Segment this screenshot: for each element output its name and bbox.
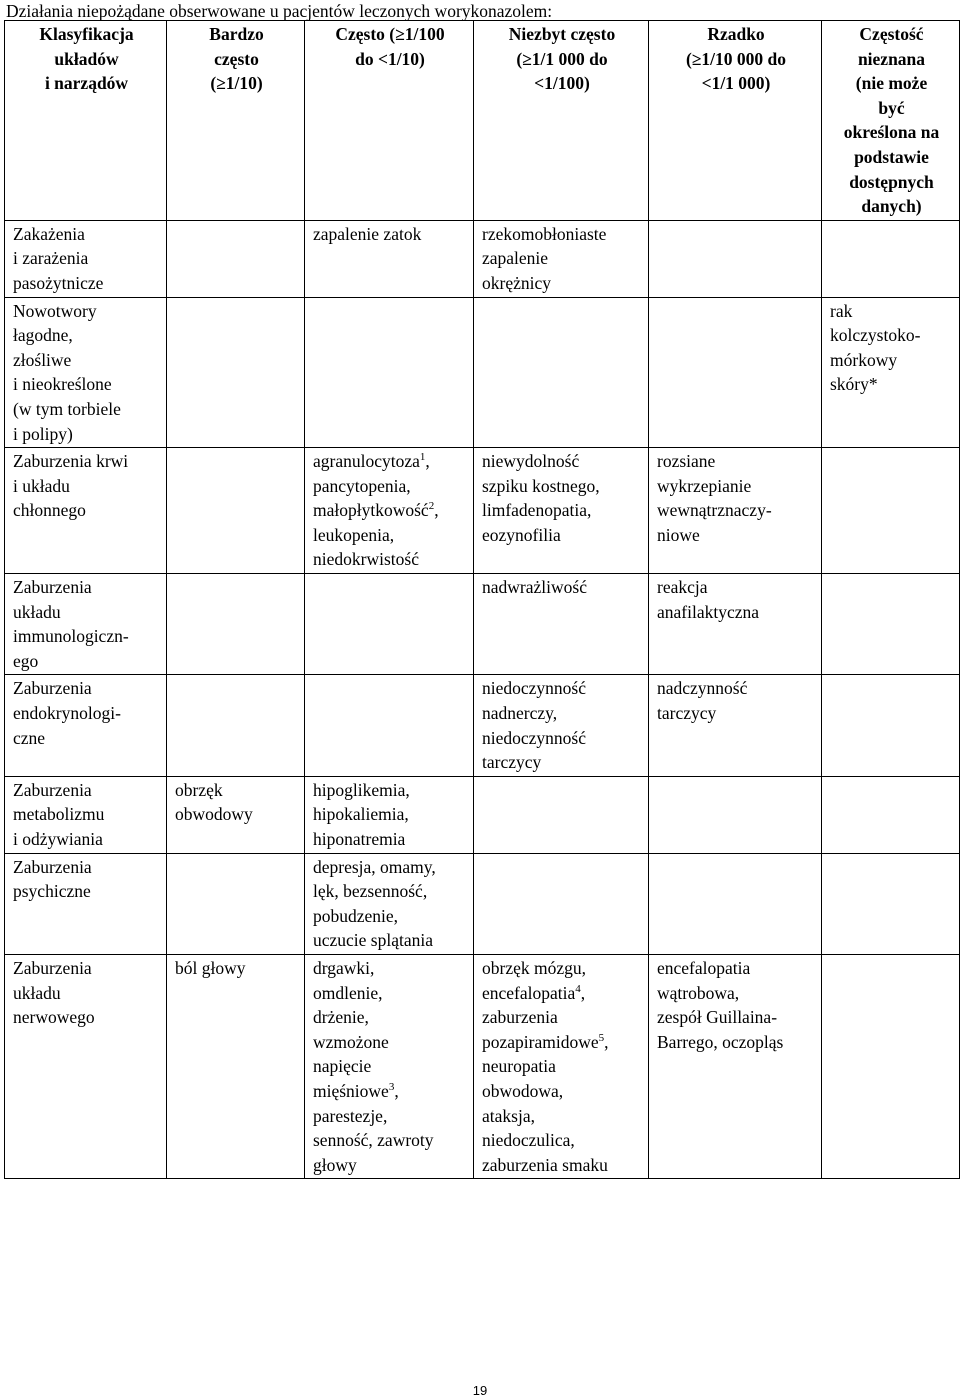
cell-text: Zaburzenia <box>13 678 92 699</box>
cell-line <box>313 827 467 852</box>
cell-common <box>305 574 474 675</box>
cell-text: Zaburzenia <box>13 577 92 598</box>
cell-line <box>175 956 298 981</box>
cell-rare <box>649 853 822 954</box>
cell-text: hipokaliemia, <box>313 804 409 825</box>
cell-rare <box>649 574 822 675</box>
cell-line <box>313 904 467 929</box>
footnote-ref: 3 <box>388 1081 395 1094</box>
cell-text: drżenie, <box>313 1007 369 1028</box>
system-organ-class-cell <box>5 776 167 853</box>
cell-line <box>657 449 815 474</box>
cell-text: Nowotwory <box>13 300 97 321</box>
cell-common <box>305 853 474 954</box>
table-row <box>5 448 960 574</box>
header-classification: Klasyfikacja układów i narządów <box>5 21 167 221</box>
cell-line <box>482 575 642 600</box>
cell-unknown-frequency <box>822 574 960 675</box>
cell-text: łagodne, <box>13 325 73 346</box>
cell-text: Barrego, oczopląs <box>657 1031 784 1052</box>
footnote-ref: 1 <box>419 451 426 464</box>
cell-text: szpiku kostnego, <box>482 475 600 496</box>
cell-text-suffix: , <box>394 1080 399 1101</box>
cell-rare <box>649 675 822 776</box>
cell-text: mięśniowe <box>313 1080 389 1101</box>
cell-text: encefalopatia <box>657 957 751 978</box>
cell-line <box>657 676 815 701</box>
cell-text: nerwowego <box>13 1007 95 1028</box>
cell-text: (w tym torbiele <box>13 398 121 419</box>
cell-text-suffix: , <box>425 451 430 472</box>
table-row <box>5 297 960 448</box>
header-very-common: Bardzo często (≥1/10) <box>167 21 305 221</box>
cell-line <box>313 928 467 953</box>
cell-common <box>305 297 474 448</box>
cell-line <box>482 1030 642 1055</box>
header-unknown-frequency: Częstość nieznana (nie może być określona na podstawie dostępnych danych) <box>822 21 960 221</box>
cell-text: uczucie splątania <box>313 930 434 951</box>
cell-line <box>482 1079 642 1104</box>
cell-very-common <box>167 220 305 297</box>
cell-line <box>313 1128 467 1153</box>
cell-line <box>313 855 467 880</box>
cell-rare <box>649 297 822 448</box>
cell-rare <box>649 776 822 853</box>
cell-text: chłonnego <box>13 500 86 521</box>
cell-text: ataksja, <box>482 1105 535 1126</box>
cell-line <box>482 981 642 1006</box>
cell-line <box>482 523 642 548</box>
system-organ-class-cell <box>5 954 167 1178</box>
cell-text: układu <box>13 982 61 1003</box>
cell-line <box>175 778 298 803</box>
cell-text: hipoglikemia, <box>313 779 410 800</box>
system-organ-class-cell <box>5 675 167 776</box>
cell-text: wzmożone <box>313 1031 389 1052</box>
cell-common <box>305 954 474 1178</box>
cell-unknown-frequency <box>822 776 960 853</box>
cell-text: czne <box>13 727 46 748</box>
cell-line <box>313 1005 467 1030</box>
cell-text: eozynofilia <box>482 524 561 545</box>
adverse-effects-table <box>4 20 960 1179</box>
cell-text: agranulocytoza <box>313 451 420 472</box>
cell-text: rak <box>830 300 853 321</box>
cell-line <box>175 802 298 827</box>
cell-text: senność, zawroty <box>313 1130 434 1151</box>
cell-unknown-frequency <box>822 954 960 1178</box>
cell-line <box>657 600 815 625</box>
cell-rare <box>649 954 822 1178</box>
cell-text: obwodowa, <box>482 1080 564 1101</box>
cell-line <box>313 1054 467 1079</box>
cell-text: obrzęk <box>175 779 223 800</box>
footnote-ref: 5 <box>598 1031 605 1044</box>
cell-text: nadnerczy, <box>482 703 558 724</box>
cell-text: okrężnicy <box>482 272 551 293</box>
cell-line <box>657 1030 815 1055</box>
cell-text: i układu <box>13 475 70 496</box>
cell-line <box>830 299 953 324</box>
cell-text: parestezje, <box>313 1105 388 1126</box>
table-row <box>5 675 960 776</box>
cell-text: leukopenia, <box>313 524 395 545</box>
cell-text: tarczycy <box>657 703 717 724</box>
cell-line <box>482 750 642 775</box>
cell-line <box>313 802 467 827</box>
cell-uncommon <box>474 448 649 574</box>
cell-line <box>482 701 642 726</box>
cell-text: rzekomobłoniaste <box>482 223 607 244</box>
cell-text: głowy <box>313 1154 357 1175</box>
cell-text: rozsiane <box>657 451 716 472</box>
cell-text: encefalopatia <box>482 982 576 1003</box>
cell-unknown-frequency <box>822 297 960 448</box>
page-number: 19 <box>472 1383 488 1398</box>
cell-text: nadczynność <box>657 678 748 699</box>
header-row <box>5 21 960 221</box>
cell-line <box>657 575 815 600</box>
table-row <box>5 220 960 297</box>
cell-line <box>830 323 953 348</box>
header-uncommon: Niezbyt często (≥1/1 000 do <1/100) <box>474 21 649 221</box>
cell-text-suffix: , <box>604 1031 609 1052</box>
cell-rare <box>649 220 822 297</box>
system-organ-class-cell <box>5 853 167 954</box>
cell-text: drgawki, <box>313 957 375 978</box>
cell-text: napięcie <box>313 1056 372 1077</box>
cell-very-common <box>167 448 305 574</box>
system-organ-class-cell <box>5 574 167 675</box>
cell-uncommon <box>474 220 649 297</box>
cell-text: limfadenopatia, <box>482 500 592 521</box>
cell-uncommon <box>474 297 649 448</box>
cell-line <box>313 1104 467 1129</box>
system-organ-class-cell <box>5 220 167 297</box>
cell-very-common <box>167 853 305 954</box>
cell-rare <box>649 448 822 574</box>
system-organ-class-cell <box>5 297 167 448</box>
cell-text: metabolizmu <box>13 804 105 825</box>
system-organ-class-cell <box>5 448 167 574</box>
cell-line <box>657 1005 815 1030</box>
cell-line <box>313 956 467 981</box>
cell-line <box>657 981 815 1006</box>
table-row <box>5 574 960 675</box>
cell-text: anafilaktyczna <box>657 601 760 622</box>
cell-line <box>313 1153 467 1178</box>
cell-uncommon <box>474 776 649 853</box>
cell-unknown-frequency <box>822 853 960 954</box>
cell-text-suffix: , <box>434 500 439 521</box>
cell-text: pobudzenie, <box>313 905 399 926</box>
cell-common <box>305 220 474 297</box>
cell-text: depresja, omamy, <box>313 856 436 877</box>
cell-text: skóry* <box>830 374 878 395</box>
cell-text: Zaburzenia <box>13 856 92 877</box>
cell-line <box>830 348 953 373</box>
cell-line <box>313 1079 467 1104</box>
cell-text: wykrzepianie <box>657 475 752 496</box>
table-row <box>5 954 960 1178</box>
cell-text: niedokrwistość <box>313 549 419 570</box>
cell-text: niedoczulica, <box>482 1130 575 1151</box>
cell-text: hiponatremia <box>313 829 406 849</box>
cell-very-common <box>167 297 305 448</box>
cell-text: psychiczne <box>13 881 91 902</box>
cell-text: i nieokreślone <box>13 374 112 395</box>
cell-text: ból głowy <box>175 957 246 978</box>
cell-text: immunologiczn- <box>13 626 129 647</box>
cell-text: zapalenie zatok <box>313 223 422 244</box>
cell-text: pasożytnicze <box>13 272 104 293</box>
footnote-ref: 4 <box>575 982 581 995</box>
cell-line <box>313 498 467 523</box>
table-body <box>5 220 960 1179</box>
cell-line <box>313 547 467 572</box>
cell-line <box>313 778 467 803</box>
cell-line <box>482 271 642 296</box>
cell-text: niedoczynność <box>482 678 586 699</box>
header-common: Często (≥1/100 do <1/10) <box>305 21 474 221</box>
cell-line <box>313 981 467 1006</box>
cell-line <box>313 474 467 499</box>
cell-line <box>657 956 815 981</box>
cell-common <box>305 675 474 776</box>
table-caption: Działania niepożądane obserwowane u pacjentów leczonych worykonazolem: <box>6 1 553 21</box>
cell-text: Zakażenia <box>13 223 85 244</box>
cell-text: niedoczynność <box>482 727 586 748</box>
cell-text: układu <box>13 601 61 622</box>
cell-text: niewydolność <box>482 451 580 472</box>
cell-text: i zarażenia <box>13 248 89 269</box>
cell-line <box>657 523 815 548</box>
cell-line <box>482 676 642 701</box>
cell-line <box>482 222 642 247</box>
cell-text: zaburzenia <box>482 1007 558 1028</box>
cell-text: zapalenie <box>482 248 549 269</box>
cell-text: wewnątrznaczy- <box>657 500 772 521</box>
cell-uncommon <box>474 954 649 1178</box>
cell-line <box>482 246 642 271</box>
cell-text: mórkowy <box>830 349 898 370</box>
cell-line <box>482 1005 642 1030</box>
footnote-ref: 2 <box>428 500 435 513</box>
cell-text: omdlenie, <box>313 982 383 1003</box>
cell-text: wątrobowa, <box>657 982 740 1003</box>
cell-line <box>482 474 642 499</box>
cell-common <box>305 776 474 853</box>
cell-very-common <box>167 675 305 776</box>
cell-text-suffix: , <box>580 982 586 1003</box>
cell-text: złośliwe <box>13 349 72 370</box>
cell-line <box>482 449 642 474</box>
cell-line <box>313 1030 467 1055</box>
cell-text: endokrynologi- <box>13 703 121 724</box>
cell-text: lęk, bezsenność, <box>313 881 428 902</box>
cell-very-common <box>167 954 305 1178</box>
cell-text: ego <box>13 650 39 671</box>
cell-text: Zaburzenia <box>13 957 92 978</box>
cell-uncommon <box>474 675 649 776</box>
cell-text: i odżywiania <box>13 829 103 849</box>
cell-text: neuropatia <box>482 1056 556 1077</box>
cell-line <box>313 222 467 247</box>
cell-line <box>657 474 815 499</box>
cell-line <box>313 879 467 904</box>
cell-text: pozapiramidowe <box>482 1031 599 1052</box>
table-row <box>5 776 960 853</box>
cell-text: i polipy) <box>13 423 73 444</box>
cell-line <box>482 1153 642 1178</box>
header-rare: Rzadko (≥1/10 000 do <1/1 000) <box>649 21 822 221</box>
cell-line <box>313 449 467 474</box>
cell-line <box>313 523 467 548</box>
cell-unknown-frequency <box>822 220 960 297</box>
cell-text: nadwrażliwość <box>482 577 587 598</box>
table-row <box>5 853 960 954</box>
cell-line <box>482 1054 642 1079</box>
cell-very-common <box>167 776 305 853</box>
cell-text: tarczycy <box>482 752 542 773</box>
cell-text: zaburzenia smaku <box>482 1154 608 1175</box>
cell-line <box>657 701 815 726</box>
cell-line <box>482 1104 642 1129</box>
cell-text: obwodowy <box>175 804 253 825</box>
cell-line <box>482 956 642 981</box>
cell-text: małopłytkowość <box>313 500 429 521</box>
cell-uncommon <box>474 574 649 675</box>
cell-text: zespół Guillaina- <box>657 1007 778 1028</box>
cell-unknown-frequency <box>822 448 960 574</box>
cell-line <box>482 726 642 751</box>
cell-text: pancytopenia, <box>313 475 411 496</box>
cell-text: obrzęk mózgu, <box>482 957 586 978</box>
cell-text: kolczystoko- <box>830 325 921 346</box>
cell-very-common <box>167 574 305 675</box>
cell-line <box>657 498 815 523</box>
cell-unknown-frequency <box>822 675 960 776</box>
cell-line <box>482 1128 642 1153</box>
cell-uncommon <box>474 853 649 954</box>
cell-common <box>305 448 474 574</box>
cell-text: niowe <box>657 524 700 545</box>
cell-text: Zaburzenia krwi <box>13 451 129 472</box>
cell-line <box>830 372 953 397</box>
cell-text: reakcja <box>657 577 708 598</box>
cell-line <box>482 498 642 523</box>
cell-text: Zaburzenia <box>13 779 92 800</box>
